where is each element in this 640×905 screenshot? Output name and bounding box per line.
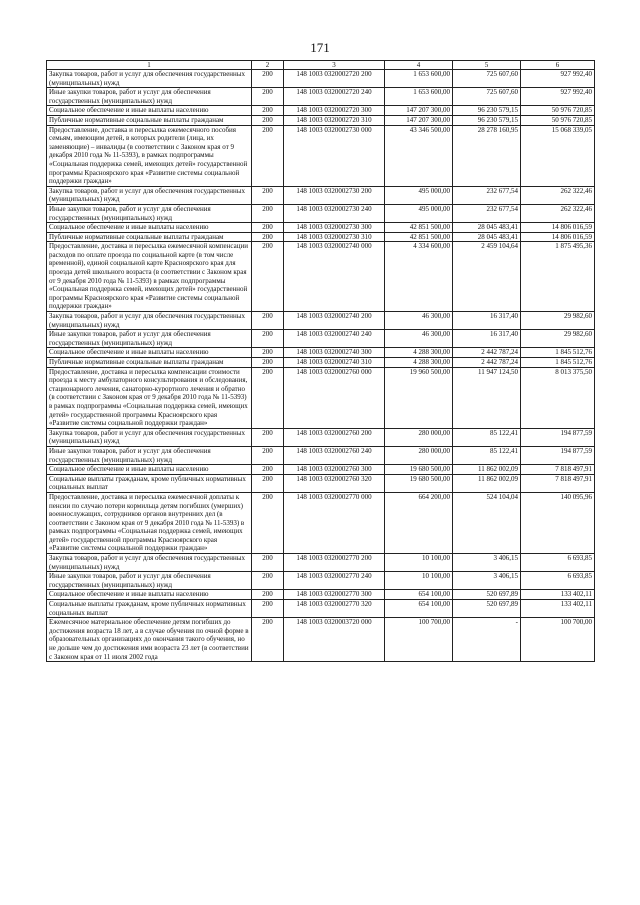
cell-budget-code: 148 1003 0320002770 000 — [284, 492, 385, 553]
cell-approved-amount: 654 100,00 — [385, 590, 453, 600]
table-row — [47, 367, 595, 428]
cell-budget-code: 148 1003 0320002770 240 — [284, 572, 385, 590]
cell-budget-code: 148 1003 0320002730 240 — [284, 204, 385, 222]
cell-name: Иные закупки товаров, работ и услуг для обеспечения государственных (муниципальных) нужд — [47, 572, 252, 590]
cell-executed-amount: 2 442 787,24 — [453, 358, 521, 368]
cell-budget-code: 148 1003 0320002770 320 — [284, 600, 385, 618]
cell-unexecuted-amount: 1 875 495,36 — [521, 242, 595, 312]
cell-line-code: 200 — [252, 428, 284, 446]
cell-line-code: 200 — [252, 186, 284, 204]
cell-executed-amount: 3 406,15 — [453, 572, 521, 590]
cell-line-code: 200 — [252, 115, 284, 125]
cell-unexecuted-amount: 8 013 375,50 — [521, 367, 595, 428]
table-row — [47, 125, 595, 186]
cell-approved-amount: 10 100,00 — [385, 572, 453, 590]
cell-executed-amount: 3 406,15 — [453, 554, 521, 572]
cell-approved-amount: 664 200,00 — [385, 492, 453, 553]
cell-budget-code: 148 1003 0320002760 300 — [284, 465, 385, 475]
cell-name: Закупка товаров, работ и услуг для обеспечения государственных (муниципальных) нужд — [47, 312, 252, 330]
cell-unexecuted-amount: 194 877,59 — [521, 428, 595, 446]
cell-name: Предоставление, доставка и пересылка ежемесячной компенсации расходов по оплате проезда по социальной карте (в том числе временной), единой социальной карте Красноярского края для проезда детей школьного возраста (в соответствии с Законом края от 9 декабря 2010 года № 11-5393) в рамках подпрограммы «Социальная поддержка семей, имеющих детей» государственной программы Красноярского края «Развитие системы социальной поддержки граждан» — [47, 242, 252, 312]
table-row — [47, 572, 595, 590]
cell-unexecuted-amount: 927 992,40 — [521, 88, 595, 106]
budget-report-table — [46, 60, 595, 662]
cell-budget-code: 148 1003 0320002730 200 — [284, 186, 385, 204]
cell-executed-amount: 11 862 002,09 — [453, 465, 521, 475]
table-row — [47, 554, 595, 572]
cell-unexecuted-amount: 1 845 512,76 — [521, 348, 595, 358]
cell-unexecuted-amount: 6 693,85 — [521, 572, 595, 590]
cell-executed-amount: 11 947 124,50 — [453, 367, 521, 428]
header-col-4: 4 — [385, 61, 453, 70]
cell-name: Закупка товаров, работ и услуг для обеспечения государственных (муниципальных) нужд — [47, 428, 252, 446]
cell-name: Предоставление, доставка и пересылка ежемесячной доплаты к пенсии по случаю потери кормильца детям погибших (умерших) военнослужащих, сотрудников органов внутренних дел (в соответствии с Законом края от 9 декабря 2010 года № 11-5393) в рамках подпрограммы «Социальная поддержка семей, имеющих детей» государственной программы Красноярского края «Развитие системы социальной поддержки граждан» — [47, 492, 252, 553]
cell-name: Публичные нормативные социальные выплаты гражданам — [47, 115, 252, 125]
cell-line-code: 200 — [252, 88, 284, 106]
cell-executed-amount: 232 677,54 — [453, 204, 521, 222]
cell-approved-amount: 46 300,00 — [385, 330, 453, 348]
cell-name: Иные закупки товаров, работ и услуг для обеспечения государственных (муниципальных) нужд — [47, 330, 252, 348]
cell-budget-code: 148 1003 0320002730 000 — [284, 125, 385, 186]
cell-line-code: 200 — [252, 242, 284, 312]
cell-name: Иные закупки товаров, работ и услуг для обеспечения государственных (муниципальных) нужд — [47, 88, 252, 106]
table-row — [47, 232, 595, 242]
cell-name: Публичные нормативные социальные выплаты гражданам — [47, 358, 252, 368]
cell-approved-amount: 43 346 500,00 — [385, 125, 453, 186]
cell-approved-amount: 42 851 500,00 — [385, 232, 453, 242]
cell-name: Социальное обеспечение и иные выплаты населению — [47, 590, 252, 600]
table-row — [47, 312, 595, 330]
cell-executed-amount: 16 317,40 — [453, 330, 521, 348]
header-col-6: 6 — [521, 61, 595, 70]
cell-unexecuted-amount: 133 402,11 — [521, 600, 595, 618]
cell-approved-amount: 19 680 500,00 — [385, 465, 453, 475]
cell-budget-code: 148 1003 0320002730 300 — [284, 223, 385, 233]
cell-unexecuted-amount: 50 976 720,85 — [521, 115, 595, 125]
cell-line-code: 200 — [252, 348, 284, 358]
table-row — [47, 242, 595, 312]
cell-executed-amount: - — [453, 618, 521, 662]
cell-approved-amount: 4 334 600,00 — [385, 242, 453, 312]
table-row — [47, 330, 595, 348]
table-row — [47, 446, 595, 464]
cell-unexecuted-amount: 29 982,60 — [521, 312, 595, 330]
cell-approved-amount: 42 851 500,00 — [385, 223, 453, 233]
header-col-2: 2 — [252, 61, 284, 70]
cell-budget-code: 148 1003 0320002720 310 — [284, 115, 385, 125]
cell-unexecuted-amount: 100 700,00 — [521, 618, 595, 662]
header-col-3: 3 — [284, 61, 385, 70]
cell-executed-amount: 524 104,04 — [453, 492, 521, 553]
cell-unexecuted-amount: 7 818 497,91 — [521, 465, 595, 475]
table-row — [47, 223, 595, 233]
cell-line-code: 200 — [252, 572, 284, 590]
cell-line-code: 200 — [252, 125, 284, 186]
cell-name: Публичные нормативные социальные выплаты гражданам — [47, 232, 252, 242]
table-row — [47, 618, 595, 662]
cell-executed-amount: 28 278 160,95 — [453, 125, 521, 186]
cell-approved-amount: 280 000,00 — [385, 446, 453, 464]
cell-executed-amount: 520 697,89 — [453, 590, 521, 600]
table-row — [47, 465, 595, 475]
cell-approved-amount: 280 000,00 — [385, 428, 453, 446]
cell-name: Социальные выплаты гражданам, кроме публичных нормативных социальных выплат — [47, 474, 252, 492]
cell-unexecuted-amount: 262 322,46 — [521, 204, 595, 222]
cell-budget-code: 148 1003 0320002760 320 — [284, 474, 385, 492]
cell-executed-amount: 725 607,60 — [453, 88, 521, 106]
cell-unexecuted-amount: 927 992,40 — [521, 70, 595, 88]
cell-name: Социальное обеспечение и иные выплаты населению — [47, 348, 252, 358]
cell-budget-code: 148 1003 0320002720 200 — [284, 70, 385, 88]
cell-line-code: 200 — [252, 474, 284, 492]
cell-executed-amount: 725 607,60 — [453, 70, 521, 88]
table-row — [47, 88, 595, 106]
cell-line-code: 200 — [252, 446, 284, 464]
cell-name: Предоставление, доставка и пересылка ежемесячного пособия семьям, имеющим детей, в которых родители (лица, их заменяющие) – инвалиды (в соответствии с Законом края от 9 декабря 2010 года № 11-5393), в рамках подпрограммы «Социальная поддержка семей, имеющих детей» государственной программы Красноярского края «Развитие системы социальной поддержки граждан» — [47, 125, 252, 186]
cell-approved-amount: 654 100,00 — [385, 600, 453, 618]
cell-name: Ежемесячное материальное обеспечение детям погибших до достижения возраста 18 лет, а в случае обучения по очной форме в образовательных организациях до окончания такого обучения, но не дольше чем до достижения ими возраста 23 лет (в соответствии с Законом края от 11 июля 2002 года — [47, 618, 252, 662]
cell-budget-code: 148 1003 0320002720 300 — [284, 106, 385, 116]
cell-name: Иные закупки товаров, работ и услуг для обеспечения государственных (муниципальных) нужд — [47, 204, 252, 222]
table-row — [47, 428, 595, 446]
cell-line-code: 200 — [252, 600, 284, 618]
cell-approved-amount: 19 680 500,00 — [385, 474, 453, 492]
cell-budget-code: 148 1003 0320003720 000 — [284, 618, 385, 662]
table-row — [47, 590, 595, 600]
cell-line-code: 200 — [252, 367, 284, 428]
cell-unexecuted-amount: 15 068 339,05 — [521, 125, 595, 186]
cell-line-code: 200 — [252, 204, 284, 222]
table-row — [47, 348, 595, 358]
table-row — [47, 70, 595, 88]
cell-executed-amount: 2 459 104,64 — [453, 242, 521, 312]
cell-budget-code: 148 1003 0320002740 300 — [284, 348, 385, 358]
cell-approved-amount: 495 000,00 — [385, 186, 453, 204]
cell-line-code: 200 — [252, 232, 284, 242]
cell-approved-amount: 19 960 500,00 — [385, 367, 453, 428]
cell-line-code: 200 — [252, 465, 284, 475]
cell-unexecuted-amount: 14 806 016,59 — [521, 232, 595, 242]
table-row — [47, 186, 595, 204]
cell-executed-amount: 96 230 579,15 — [453, 106, 521, 116]
table-body — [47, 70, 595, 662]
table-row — [47, 600, 595, 618]
table-row — [47, 492, 595, 553]
cell-executed-amount: 16 317,40 — [453, 312, 521, 330]
cell-line-code: 200 — [252, 358, 284, 368]
cell-budget-code: 148 1003 0320002740 240 — [284, 330, 385, 348]
cell-unexecuted-amount: 50 976 720,85 — [521, 106, 595, 116]
cell-executed-amount: 520 697,89 — [453, 600, 521, 618]
table-row — [47, 115, 595, 125]
cell-unexecuted-amount: 29 982,60 — [521, 330, 595, 348]
cell-name: Социальные выплаты гражданам, кроме публичных нормативных социальных выплат — [47, 600, 252, 618]
cell-executed-amount: 85 122,41 — [453, 428, 521, 446]
cell-unexecuted-amount: 133 402,11 — [521, 590, 595, 600]
cell-budget-code: 148 1003 0320002770 300 — [284, 590, 385, 600]
cell-budget-code: 148 1003 0320002760 200 — [284, 428, 385, 446]
cell-unexecuted-amount: 1 845 512,76 — [521, 358, 595, 368]
cell-approved-amount: 46 300,00 — [385, 312, 453, 330]
cell-unexecuted-amount: 14 806 016,59 — [521, 223, 595, 233]
cell-executed-amount: 2 442 787,24 — [453, 348, 521, 358]
cell-name: Иные закупки товаров, работ и услуг для обеспечения государственных (муниципальных) нужд — [47, 446, 252, 464]
cell-approved-amount: 495 000,00 — [385, 204, 453, 222]
cell-executed-amount: 85 122,41 — [453, 446, 521, 464]
table-row — [47, 474, 595, 492]
cell-line-code: 200 — [252, 492, 284, 553]
cell-approved-amount: 100 700,00 — [385, 618, 453, 662]
cell-approved-amount: 1 653 600,00 — [385, 88, 453, 106]
cell-unexecuted-amount: 194 877,59 — [521, 446, 595, 464]
cell-name: Закупка товаров, работ и услуг для обеспечения государственных (муниципальных) нужд — [47, 186, 252, 204]
cell-name: Предоставление, доставка и пересылка компенсации стоимости проезда к месту амбулаторного консультирования и обследования, стационарного лечения, санаторно-курортного лечения и обратно (в соответствии с Законом края от 9 декабря 2010 года № 11-5393) в рамках подпрограммы «Социальная поддержка семей, имеющих детей» государственной программы Красноярского края «Развитие системы социальной поддержки граждан» — [47, 367, 252, 428]
table-row — [47, 106, 595, 116]
cell-approved-amount: 147 207 300,00 — [385, 115, 453, 125]
cell-line-code: 200 — [252, 223, 284, 233]
cell-unexecuted-amount: 262 322,46 — [521, 186, 595, 204]
cell-name: Закупка товаров, работ и услуг для обеспечения государственных (муниципальных) нужд — [47, 554, 252, 572]
cell-name: Социальное обеспечение и иные выплаты населению — [47, 223, 252, 233]
table-row — [47, 358, 595, 368]
cell-line-code: 200 — [252, 590, 284, 600]
cell-approved-amount: 147 207 300,00 — [385, 106, 453, 116]
cell-name: Социальное обеспечение и иные выплаты населению — [47, 465, 252, 475]
cell-unexecuted-amount: 140 095,96 — [521, 492, 595, 553]
table-row — [47, 204, 595, 222]
header-col-5: 5 — [453, 61, 521, 70]
page-number: 171 — [310, 40, 330, 55]
cell-budget-code: 148 1003 0320002730 310 — [284, 232, 385, 242]
cell-line-code: 200 — [252, 618, 284, 662]
cell-line-code: 200 — [252, 330, 284, 348]
cell-name: Закупка товаров, работ и услуг для обеспечения государственных (муниципальных) нужд — [47, 70, 252, 88]
cell-line-code: 200 — [252, 106, 284, 116]
cell-budget-code: 148 1003 0320002740 000 — [284, 242, 385, 312]
cell-budget-code: 148 1003 0320002740 310 — [284, 358, 385, 368]
cell-approved-amount: 1 653 600,00 — [385, 70, 453, 88]
cell-line-code: 200 — [252, 312, 284, 330]
cell-approved-amount: 10 100,00 — [385, 554, 453, 572]
cell-executed-amount: 11 862 002,09 — [453, 474, 521, 492]
cell-approved-amount: 4 288 300,00 — [385, 358, 453, 368]
cell-approved-amount: 4 288 300,00 — [385, 348, 453, 358]
cell-unexecuted-amount: 7 818 497,91 — [521, 474, 595, 492]
header-col-1: 1 — [47, 61, 252, 70]
cell-executed-amount: 232 677,54 — [453, 186, 521, 204]
cell-name: Социальное обеспечение и иные выплаты населению — [47, 106, 252, 116]
cell-budget-code: 148 1003 0320002760 240 — [284, 446, 385, 464]
cell-budget-code: 148 1003 0320002720 240 — [284, 88, 385, 106]
table-header-row — [47, 61, 595, 70]
cell-budget-code: 148 1003 0320002760 000 — [284, 367, 385, 428]
cell-executed-amount: 28 045 483,41 — [453, 232, 521, 242]
cell-budget-code: 148 1003 0320002740 200 — [284, 312, 385, 330]
cell-line-code: 200 — [252, 70, 284, 88]
cell-unexecuted-amount: 6 693,85 — [521, 554, 595, 572]
cell-line-code: 200 — [252, 554, 284, 572]
cell-executed-amount: 28 045 483,41 — [453, 223, 521, 233]
cell-executed-amount: 96 230 579,15 — [453, 115, 521, 125]
cell-budget-code: 148 1003 0320002770 200 — [284, 554, 385, 572]
